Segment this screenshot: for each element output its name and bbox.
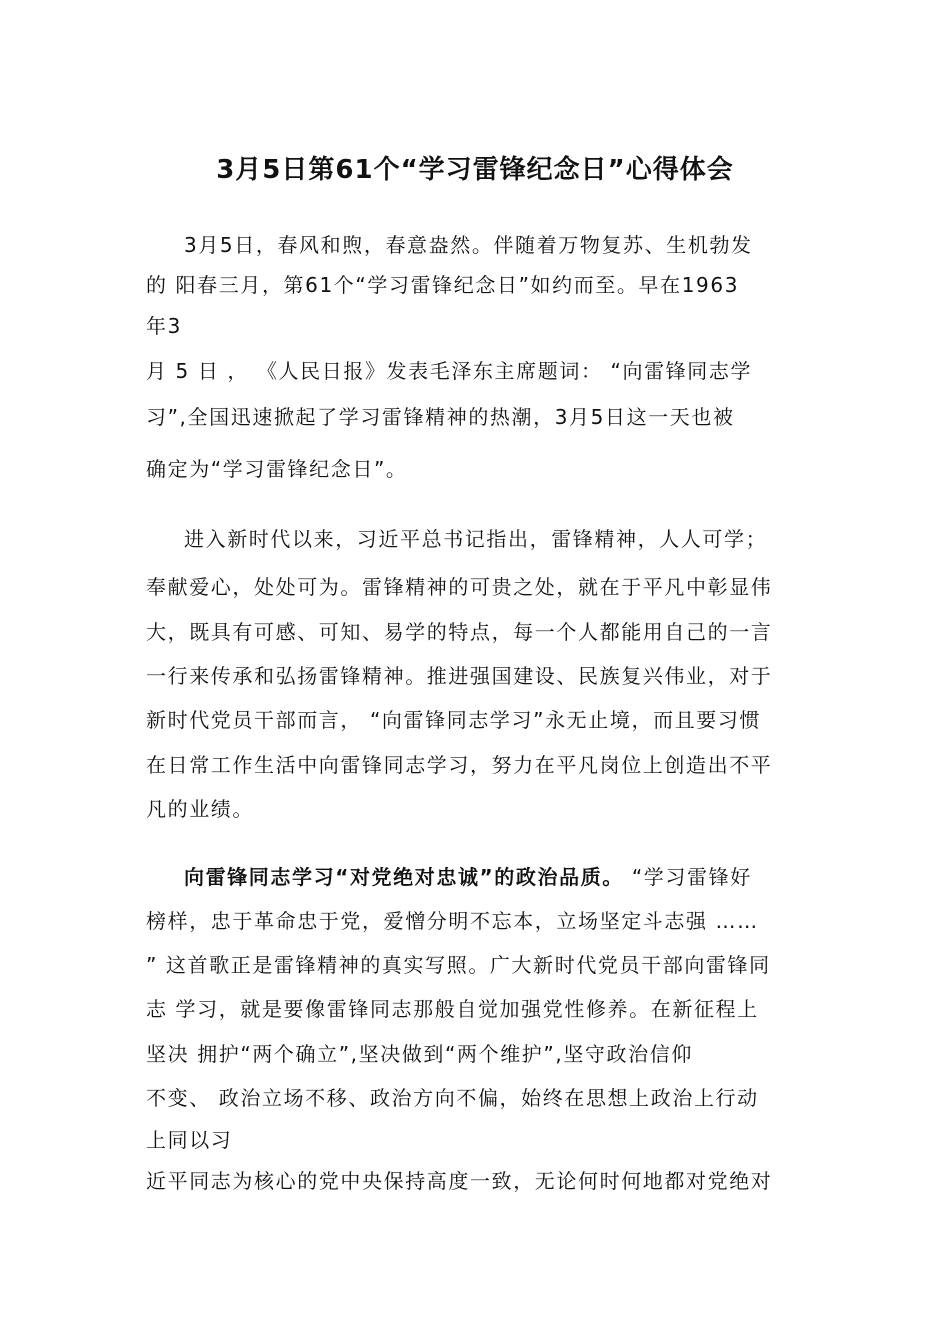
paragraph-1-line-6: 确定为“学习雷锋纪念日”。 — [146, 457, 408, 481]
paragraph-1-line-2: 的 阳春三月，第61个“学习雷锋纪念日”如约而至。早在1963 — [146, 273, 740, 297]
paragraph-3-line-5: 坚决 拥护“两个确立”,坚决做到“两个维护”,坚守政治信仰 — [146, 1042, 693, 1066]
paragraph-3-line-8: 近平同志为核心的党中央保持高度一致，无论何时何地都对党绝对 — [146, 1169, 773, 1193]
paragraph-2-line-5: 新时代党员干部而言， “向雷锋同志学习”永无止境，而且要习惯 — [146, 708, 762, 732]
paragraph-1-line-3: 年3 — [146, 314, 182, 338]
document-title: 3月5日第61个“学习雷锋纪念日”心得体会 — [216, 155, 734, 185]
paragraph-3-line-2: 榜样，忠于革命忠于党，爱憎分明不忘本，立场坚定斗志强 …… — [146, 909, 759, 933]
paragraph-2-line-4: 一行来传承和弘扬雷锋精神。推进强国建设、民族复兴伟业，对于 — [146, 664, 773, 688]
paragraph-2-line-6: 在日常工作生活中向雷锋同志学习，努力在平凡岗位上创造出不平 — [146, 753, 773, 777]
paragraph-3-line-1 — [184, 864, 752, 890]
paragraph-2-line-2: 奉献爱心，处处可为。雷锋精神的可贵之处，就在于平凡中彰显伟 — [146, 575, 773, 599]
paragraph-3-line-4: 志 学习，就是要像雷锋同志那般自觉加强党性修养。在新征程上 — [146, 997, 759, 1021]
paragraph-3-heading: 向雷锋同志学习“对党绝对忠诚”的政治品质。 — [184, 865, 624, 889]
paragraph-2-line-1: 进入新时代以来，习近平总书记指出，雷锋精神，人人可学； — [184, 527, 768, 551]
paragraph-3-line-6: 不变、 政治立场不移、政治方向不偏，始终在思想上政治上行动 — [146, 1086, 759, 1110]
paragraph-1-line-5: 习”,全国迅速掀起了学习雷锋精神的热潮，3月5日这一天也被 — [146, 405, 735, 429]
paragraph-1-line-4: 月 5 日 ， 《人民日报》发表毛泽东主席题词： “向雷锋同志学 — [146, 359, 753, 383]
paragraph-3-line-1-rest: “学习雷锋好 — [623, 865, 752, 889]
paragraph-1-line-1: 3月5日，春风和煦，春意盎然。伴随着万物复苏、生机勃发 — [184, 233, 753, 257]
paragraph-3-line-3: ” 这首歌正是雷锋精神的真实写照。广大新时代党员干部向雷锋同 — [146, 953, 771, 977]
paragraph-3-line-7: 上同以习 — [146, 1128, 233, 1152]
paragraph-2-line-3: 大，既具有可感、可知、易学的特点，每一个人都能用自己的一言 — [146, 620, 773, 644]
paragraph-2-line-7: 凡的业绩。 — [146, 797, 254, 821]
